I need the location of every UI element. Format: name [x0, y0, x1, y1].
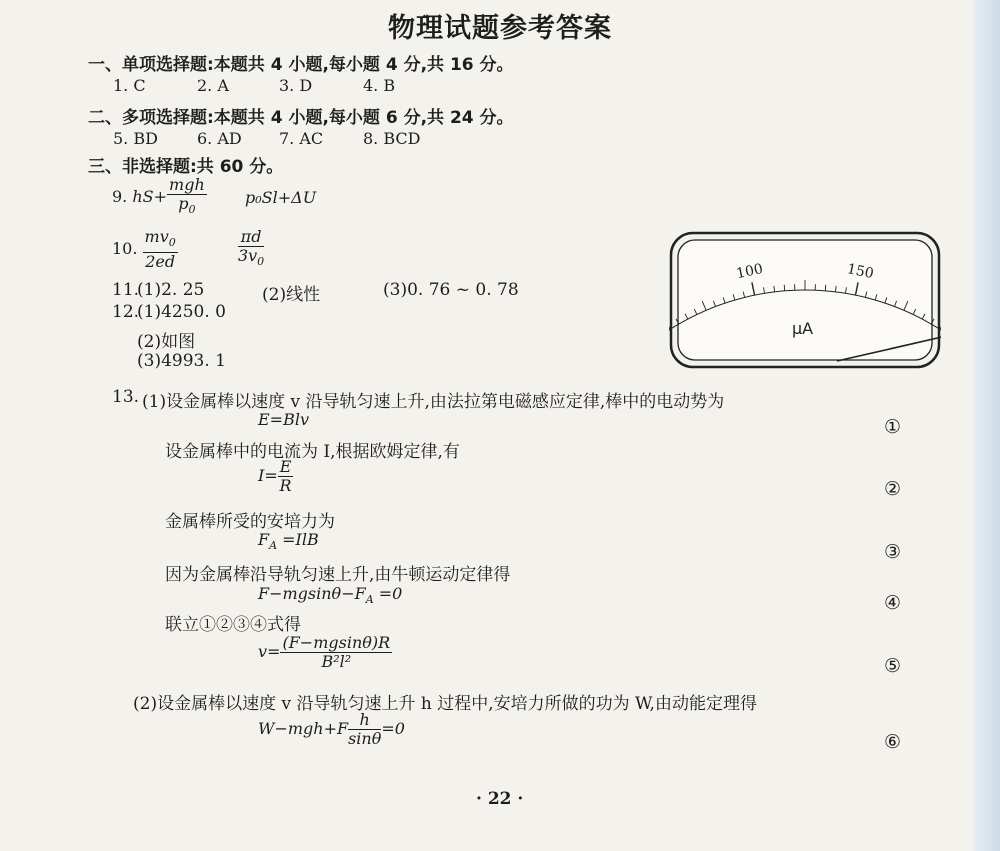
- eq5-denominator: B²l²: [321, 652, 352, 671]
- meter-dial: [669, 231, 941, 371]
- q9-answer-2: p₀Sl+ΔU: [245, 188, 317, 207]
- q9-label: 9.: [112, 187, 128, 207]
- section2-heading: 二、多项选择题:本题共 4 小题,每小题 6 分,共 24 分。: [88, 108, 514, 128]
- q10-label: 10.: [112, 239, 138, 259]
- eq5-lhs: v=: [258, 642, 281, 661]
- equation-3: [258, 530, 319, 552]
- q10-denominator-2: 3v: [237, 246, 258, 265]
- q10-fraction-2: [238, 228, 264, 271]
- q9-answer: [112, 176, 207, 219]
- eq6-numerator: h: [348, 711, 381, 730]
- eq6-rhs: =0: [381, 719, 405, 738]
- q11-answer-3: (3)0. 76 ~ 0. 78: [383, 280, 519, 300]
- q12-label: 12.: [112, 302, 140, 322]
- q10-answer: [112, 228, 264, 271]
- section1-heading: 一、单项选择题:本题共 4 小题,每小题 4 分,共 16 分。: [88, 55, 514, 75]
- eq2-denominator: R: [279, 476, 292, 495]
- equation-2: [258, 458, 293, 495]
- meter-unit-label: μA: [792, 319, 814, 338]
- q10-fraction-1: [143, 228, 178, 271]
- q10-numerator-2: πd: [238, 228, 264, 247]
- q13-line-5: 联立①②③④式得: [165, 615, 301, 635]
- section3-heading: 三、非选择题:共 60 分。: [88, 157, 284, 177]
- answer-6: 6. AD: [197, 129, 242, 148]
- q12-answer-3: (3)4993. 1: [137, 351, 226, 371]
- meter-scale-label: 100: [735, 261, 765, 283]
- answer-4: 4. B: [363, 76, 396, 95]
- eq2-lhs: I=: [258, 466, 278, 485]
- page-edge: [974, 0, 1000, 851]
- q9-prefix: hS+: [132, 187, 168, 207]
- eq4-main: F−mgsinθ−F: [258, 584, 366, 603]
- q11-answer-2: (2)线性: [262, 285, 321, 305]
- equation-5: [258, 634, 392, 671]
- eq6-denominator: sinθ: [348, 729, 382, 748]
- q13-line-4: 因为金属棒沿导轨匀速上升,由牛顿运动定律得: [165, 565, 511, 585]
- eq6-lhs: W−mgh+F: [258, 719, 349, 738]
- page-number: · 22 ·: [476, 789, 524, 809]
- eq2-numerator: E: [279, 457, 292, 476]
- eq3-sub: A: [269, 539, 278, 553]
- answer-8: 8. BCD: [363, 129, 421, 148]
- q12-answer-2: (2)如图: [137, 332, 196, 352]
- q13-line-2: 设金属棒中的电流为 I,根据欧姆定律,有: [165, 442, 460, 462]
- answer-5: 5. BD: [113, 129, 158, 148]
- eq3-rhs: =IlB: [277, 530, 319, 549]
- marker-5: ⑤: [884, 655, 902, 677]
- q10-denominator-2-sub: 0: [257, 255, 265, 269]
- q12-answer-1: (1)4250. 0: [137, 302, 226, 322]
- marker-1: ①: [884, 416, 902, 438]
- answer-3: 3. D: [279, 76, 313, 95]
- q13-part2-intro: (2)设金属棒以速度 v 沿导轨匀速上升 h 过程中,安培力所做的功为 W,由动能定理得: [133, 694, 757, 714]
- q9-denominator: p: [178, 194, 189, 213]
- microammeter-figure: [669, 231, 941, 375]
- marker-3: ③: [884, 541, 902, 563]
- q9-fraction: [167, 176, 207, 219]
- eq4-rhs: =0: [373, 584, 403, 603]
- eq5-numerator: (F−mgsinθ)R: [282, 633, 391, 652]
- q10-denominator-1: 2ed: [145, 252, 176, 272]
- marker-4: ④: [884, 592, 902, 614]
- meter-scale-label: 150: [845, 261, 875, 283]
- marker-2: ②: [884, 478, 902, 500]
- q13-part1-intro: (1)设金属棒以速度 v 沿导轨匀速上升,由法拉第电磁感应定律,棒中的电动势为: [142, 392, 725, 412]
- marker-6: ⑥: [884, 731, 902, 753]
- page-title: 物理试题参考答案: [388, 13, 612, 44]
- equation-4: [258, 584, 402, 606]
- answer-2: 2. A: [197, 76, 229, 95]
- eq4-sub: A: [365, 593, 374, 607]
- q13-label: 13.: [112, 387, 140, 407]
- equation-1: E=Blv: [258, 410, 309, 429]
- q11-label: 11.: [112, 280, 140, 300]
- q9-numerator: mgh: [169, 175, 205, 194]
- q13-line-3: 金属棒所受的安培力为: [165, 512, 335, 532]
- q9-denominator-sub: 0: [188, 203, 196, 217]
- answer-7: 7. AC: [279, 129, 324, 148]
- q10-numerator-1: mv: [144, 227, 169, 246]
- q11-answer-1: (1)2. 25: [137, 280, 205, 300]
- equation-6: [258, 711, 405, 748]
- q10-numerator-1-sub: 0: [168, 236, 176, 250]
- eq3-main: F: [258, 530, 270, 549]
- answer-1: 1. C: [113, 76, 146, 95]
